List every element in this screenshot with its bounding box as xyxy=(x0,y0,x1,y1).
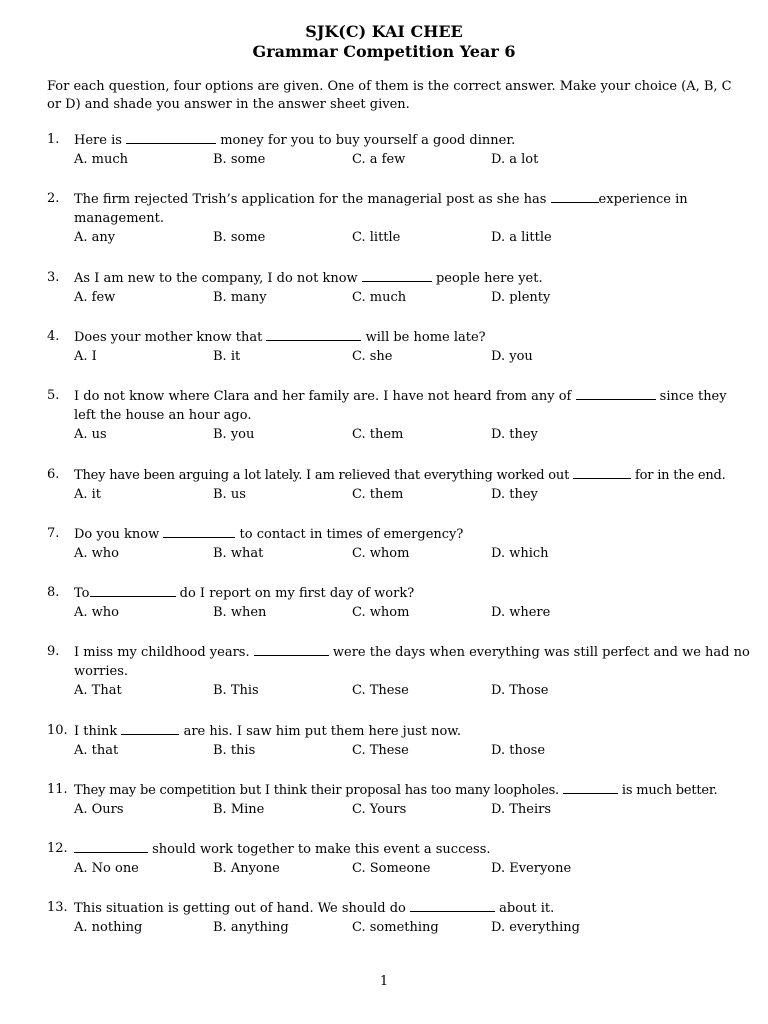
question-number: 7. xyxy=(47,526,60,541)
option-c: C. them xyxy=(352,487,404,502)
options xyxy=(74,859,752,878)
option-d: D. plenty xyxy=(491,290,551,305)
options xyxy=(74,741,752,760)
option-d: D. everything xyxy=(491,920,580,935)
options xyxy=(74,800,752,819)
option-a: A. No one xyxy=(74,861,139,876)
options xyxy=(74,425,752,444)
option-a: A. any xyxy=(74,230,116,245)
option-c: C. Yours xyxy=(352,802,407,817)
option-d: D. they xyxy=(491,487,538,502)
options xyxy=(74,544,752,563)
option-b: B. Mine xyxy=(213,802,265,817)
question-10 xyxy=(47,721,752,780)
question-number: 10. xyxy=(47,723,68,738)
option-b: B. us xyxy=(213,487,246,502)
question-number: 5. xyxy=(47,388,60,403)
question-number: 12. xyxy=(47,841,68,856)
question-text: As I am new to the company, I do not know people here yet. xyxy=(74,268,752,288)
option-b: B. when xyxy=(213,605,267,620)
options xyxy=(74,681,752,700)
page-number: 1 xyxy=(379,974,389,989)
option-b: B. you xyxy=(213,427,255,442)
options xyxy=(74,228,752,247)
question-5 xyxy=(47,386,752,465)
option-a: A. that xyxy=(74,743,119,758)
option-a: A. who xyxy=(74,605,119,620)
options xyxy=(74,485,752,504)
option-b: B. This xyxy=(213,683,259,698)
option-a: A. it xyxy=(74,487,102,502)
question-text: They may be competition but I think their proposal has too many loopholes. is much better. xyxy=(74,780,752,800)
option-d: D. a lot xyxy=(491,152,539,167)
option-c: C. These xyxy=(352,743,409,758)
question-text: I think are his. I saw him put them here just now. xyxy=(74,721,752,741)
option-b: B. many xyxy=(213,290,267,305)
question-number: 1. xyxy=(47,132,60,147)
option-d: D. they xyxy=(491,427,538,442)
option-d: D. Those xyxy=(491,683,549,698)
option-a: A. us xyxy=(74,427,107,442)
option-d: D. Theirs xyxy=(491,802,552,817)
question-2 xyxy=(47,189,752,268)
question-text: They have been arguing a lot lately. I am relieved that everything worked out for in the end. xyxy=(74,465,752,485)
option-a: A. Ours xyxy=(74,802,124,817)
question-7 xyxy=(47,524,752,583)
worksheet-title: Grammar Competition Year 6 xyxy=(252,42,516,61)
option-c: C. These xyxy=(352,683,409,698)
question-text: This situation is getting out of hand. We should do about it. xyxy=(74,898,752,918)
option-c: C. whom xyxy=(352,605,410,620)
question-text: Does your mother know that will be home late? xyxy=(74,327,752,347)
answer-blank xyxy=(362,268,432,282)
answer-blank xyxy=(163,524,235,538)
option-d: D. which xyxy=(491,546,549,561)
option-b: B. some xyxy=(213,230,266,245)
answer-blank xyxy=(563,780,618,794)
question-12 xyxy=(47,839,752,898)
answer-blank xyxy=(126,130,216,144)
option-c: C. a few xyxy=(352,152,406,167)
question-8 xyxy=(47,583,752,642)
answer-blank xyxy=(90,583,176,597)
answer-blank xyxy=(74,839,148,853)
question-number: 2. xyxy=(47,191,60,206)
question-4 xyxy=(47,327,752,386)
option-b: B. it xyxy=(213,349,241,364)
answer-blank xyxy=(576,386,656,400)
question-1 xyxy=(47,130,752,189)
option-a: A. That xyxy=(74,683,122,698)
option-a: A. who xyxy=(74,546,119,561)
options xyxy=(74,288,752,307)
question-number: 8. xyxy=(47,585,60,600)
option-b: B. Anyone xyxy=(213,861,280,876)
question-3 xyxy=(47,268,752,327)
question-list xyxy=(47,130,752,957)
answer-blank xyxy=(121,721,179,735)
question-number: 6. xyxy=(47,467,60,482)
option-d: D. Everyone xyxy=(491,861,572,876)
answer-blank xyxy=(266,327,361,341)
option-d: D. a little xyxy=(491,230,552,245)
question-13 xyxy=(47,898,752,957)
option-c: C. she xyxy=(352,349,393,364)
option-c: C. whom xyxy=(352,546,410,561)
worksheet-header xyxy=(0,22,768,62)
answer-blank xyxy=(254,642,329,656)
options xyxy=(74,918,752,937)
question-number: 9. xyxy=(47,644,60,659)
question-text: I do not know where Clara and her family are. I have not heard from any of since they left the house an hour ago. xyxy=(74,386,752,425)
option-b: B. some xyxy=(213,152,266,167)
option-a: A. few xyxy=(74,290,116,305)
option-b: B. anything xyxy=(213,920,289,935)
options xyxy=(74,603,752,622)
option-c: C. Someone xyxy=(352,861,431,876)
option-a: A. much xyxy=(74,152,129,167)
answer-blank xyxy=(573,465,631,479)
question-text: should work together to make this event a success. xyxy=(74,839,752,859)
question-text: Do you know to contact in times of emergency? xyxy=(74,524,752,544)
answer-blank xyxy=(410,898,495,912)
question-9 xyxy=(47,642,752,721)
options xyxy=(74,150,752,169)
option-b: B. this xyxy=(213,743,256,758)
question-text: Here is money for you to buy yourself a good dinner. xyxy=(74,130,752,150)
school-name: SJK(C) KAI CHEE xyxy=(305,22,463,41)
option-c: C. little xyxy=(352,230,401,245)
option-d: D. you xyxy=(491,349,533,364)
option-a: A. nothing xyxy=(74,920,143,935)
answer-blank xyxy=(551,189,599,203)
question-text: I miss my childhood years. were the days when everything was still perfect and we had no worries. xyxy=(74,642,752,681)
question-number: 4. xyxy=(47,329,60,344)
options xyxy=(74,347,752,366)
option-c: C. much xyxy=(352,290,407,305)
question-number: 13. xyxy=(47,900,68,915)
option-d: D. where xyxy=(491,605,551,620)
question-6 xyxy=(47,465,752,524)
question-text: To do I report on my first day of work? xyxy=(74,583,752,603)
question-number: 3. xyxy=(47,270,60,285)
instructions: For each question, four options are given. One of them is the correct answer. Make your choice (A, B, C or D) and shade you answer in the answer sheet given. xyxy=(47,79,732,112)
option-b: B. what xyxy=(213,546,264,561)
option-c: C. something xyxy=(352,920,439,935)
option-a: A. I xyxy=(74,349,97,364)
question-number: 11. xyxy=(47,782,68,797)
question-11 xyxy=(47,780,752,839)
question-text: The firm rejected Trish’s application for the managerial post as she has experience in management. xyxy=(74,189,752,228)
option-c: C. them xyxy=(352,427,404,442)
option-d: D. those xyxy=(491,743,546,758)
